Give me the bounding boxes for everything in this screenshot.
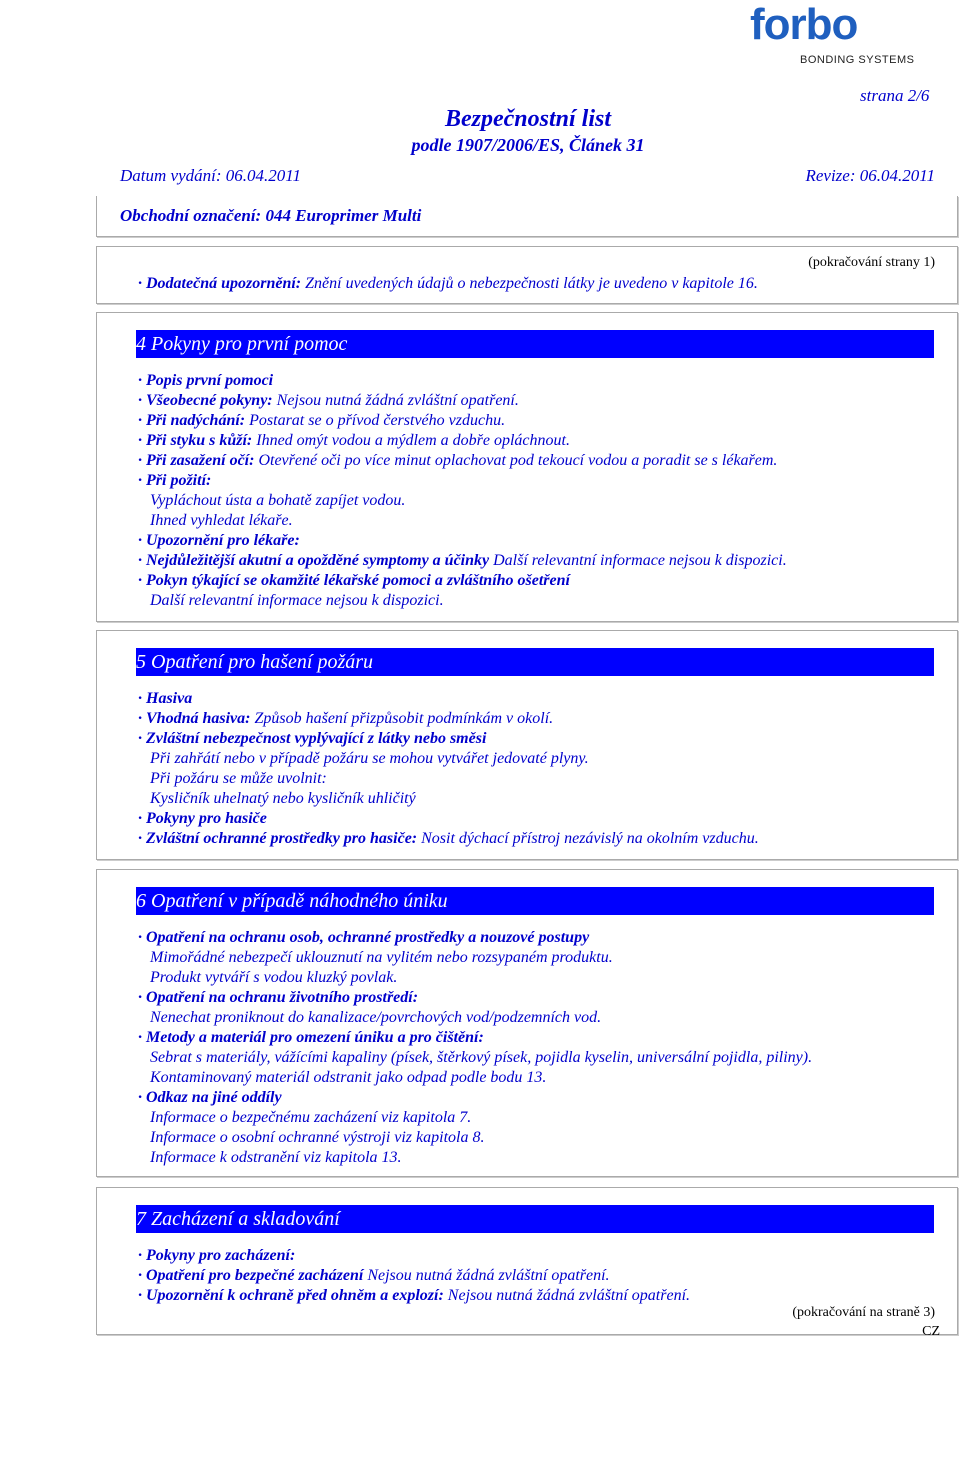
section-6-heading: 6 Opatření v případě náhodného úniku [136,890,448,912]
line-label: · Všeobecné pokyny: [138,392,273,409]
section-5-heading: 5 Opatření pro hašení požáru [136,651,374,673]
line-text: Postarat se o přívod čerstvého vzduchu. [245,412,506,429]
section-line [138,471,211,491]
page-number: strana 2/6 [860,86,930,105]
line-text: Mimořádné nebezpečí uklouznutí na vylitém nebo rozsypaném produktu. [150,949,613,966]
section-line [138,1028,484,1048]
note-label: · Dodatečná upozornění: [138,275,302,292]
line-label: · Opatření na ochranu životního prostředí: [138,989,419,1006]
line-label: · Nejdůležitější akutní a opožděné symptomy a účinky [138,552,490,569]
section-line [138,431,570,451]
section-line [138,551,787,571]
line-text: Informace o bezpečnému zacházení viz kapitola 7. [150,1109,472,1126]
line-label: · Upozornění pro lékaře: [138,532,300,549]
section-line [150,749,589,769]
line-text: Ihned omýt vodou a mýdlem a dobře opláchnout. [252,432,570,449]
document-subtitle: podle 1907/2006/ES, Článek 31 [411,135,645,155]
document-title: Bezpečnostní list [444,106,612,132]
line-text: Sebrat s materiály, vážícími kapaliny (písek, štěrkový písek, pojidla kyselin, universální pojidla, piliny). [150,1049,813,1066]
line-label: · Pokyny pro hasiče [138,810,267,827]
line-text: Další relevantní informace nejsou k dispozici. [150,592,444,609]
section-line [138,928,589,948]
line-label: · Metody a materiál pro omezení úniku a pro čištění: [138,1029,484,1046]
continuation-bottom: (pokračování na straně 3) [792,1305,935,1320]
section-line [150,1108,471,1128]
line-text: Nosit dýchací přístroj nezávislý na okolním vzduchu. [417,830,759,847]
line-label: · Opatření na ochranu osob, ochranné prostředky a nouzové postupy [138,929,590,946]
line-label: · Popis první pomoci [138,372,274,389]
section-line [150,968,397,988]
line-text: Informace k odstranění viz kapitola 13. [150,1149,402,1166]
section-3-note [138,274,758,294]
line-text: Kysličník uhelnatý nebo kysličník uhličitý [150,790,416,807]
line-label: · Při požití: [138,472,212,489]
section-line [138,391,519,411]
line-text: Kontaminovaný materiál odstranit jako odpad podle bodu 13. [150,1069,547,1086]
section-line [138,1266,610,1286]
section-line [150,1048,812,1068]
section-line [138,809,267,829]
section-line [138,571,570,591]
section-4-heading: 4 Pokyny pro první pomoc [136,333,348,355]
line-label: · Při styku s kůží: [138,432,253,449]
section-line [138,371,273,391]
section-line [150,948,613,968]
line-text: Nejsou nutná žádná zvláštní opatření. [363,1267,610,1284]
line-text: Nejsou nutná žádná zvláštní opatření. [443,1287,691,1304]
section-line [138,689,192,709]
section-line [138,1088,282,1108]
section-line [150,1148,402,1168]
line-label: · Hasiva [138,690,193,707]
note-text: Znění uvedených údajů o nebezpečnosti látky je uvedeno v kapitole 16. [301,275,758,292]
forbo-logo [750,0,915,72]
section-line [138,729,486,749]
section-line [150,769,327,789]
line-text: Nenechat proniknout do kanalizace/povrchových vod/podzemních vod. [150,1009,602,1026]
trade-name: Obchodní označení: 044 Europrimer Multi [120,206,422,225]
line-text: Vypláchout ústa a bohatě zapíjet vodou. [150,492,406,509]
revision-date: Revize: 06.04.2011 [805,166,935,185]
line-label: · Při nadýchání: [138,412,246,429]
line-label: · Při zasažení očí: [138,452,255,469]
line-text: Ihned vyhledat lékaře. [150,512,293,529]
language-code: CZ [922,1324,940,1339]
line-text: Při zahřátí nebo v případě požáru se mohou vytvářet jedovaté plyny. [150,750,589,767]
logo-subtitle: BONDING SYSTEMS [800,54,915,66]
section-line [150,1128,484,1148]
continuation-top: (pokračování strany 1) [808,255,935,270]
line-text: Při požáru se může uvolnit: [150,770,327,787]
line-label: · Zvláštní nebezpečnost vyplývající z látky nebo směsi [138,730,487,747]
section-line [138,1246,295,1266]
section-7-heading: 7 Zacházení a skladování [136,1208,340,1230]
line-text: Otevřené oči po více minut oplachovat pod tekoucí vodou a poradit se s lékařem. [254,452,778,469]
section-line [150,591,444,611]
section-line [150,1008,601,1028]
line-label: · Zvláštní ochranné prostředky pro hasiče: [138,830,418,847]
line-text: Produkt vytváří s vodou kluzký povlak. [150,969,398,986]
section-line [150,789,416,809]
section-line [138,988,418,1008]
line-text: Způsob hašení přizpůsobit podmínkám v okolí. [250,710,554,727]
section-line [150,491,405,511]
line-label: · Pokyny pro zacházení: [138,1247,296,1264]
section-line [138,709,553,729]
line-label: · Vhodná hasiva: [138,710,251,727]
logo-wordmark: forbo [750,0,858,49]
line-text: Nejsou nutná žádná zvláštní opatření. [272,392,519,409]
section-line [138,531,300,551]
section-line [138,829,759,849]
issue-date: Datum vydání: 06.04.2011 [120,166,301,185]
line-text: Informace o osobní ochranné výstroji viz kapitola 8. [150,1129,485,1146]
line-label: · Pokyn týkající se okamžité lékařské pomoci a zvláštního ošetření [138,572,570,589]
section-line [138,1286,690,1306]
line-label: · Odkaz na jiné oddíly [138,1089,282,1106]
section-line [150,511,293,531]
section-line [138,411,505,431]
line-text: Další relevantní informace nejsou k dispozici. [489,552,787,569]
section-line [138,451,777,471]
line-label: · Opatření pro bezpečné zacházení [138,1267,364,1284]
line-label: · Upozornění k ochraně před ohněm a explozí: [138,1287,444,1304]
section-line [150,1068,546,1088]
